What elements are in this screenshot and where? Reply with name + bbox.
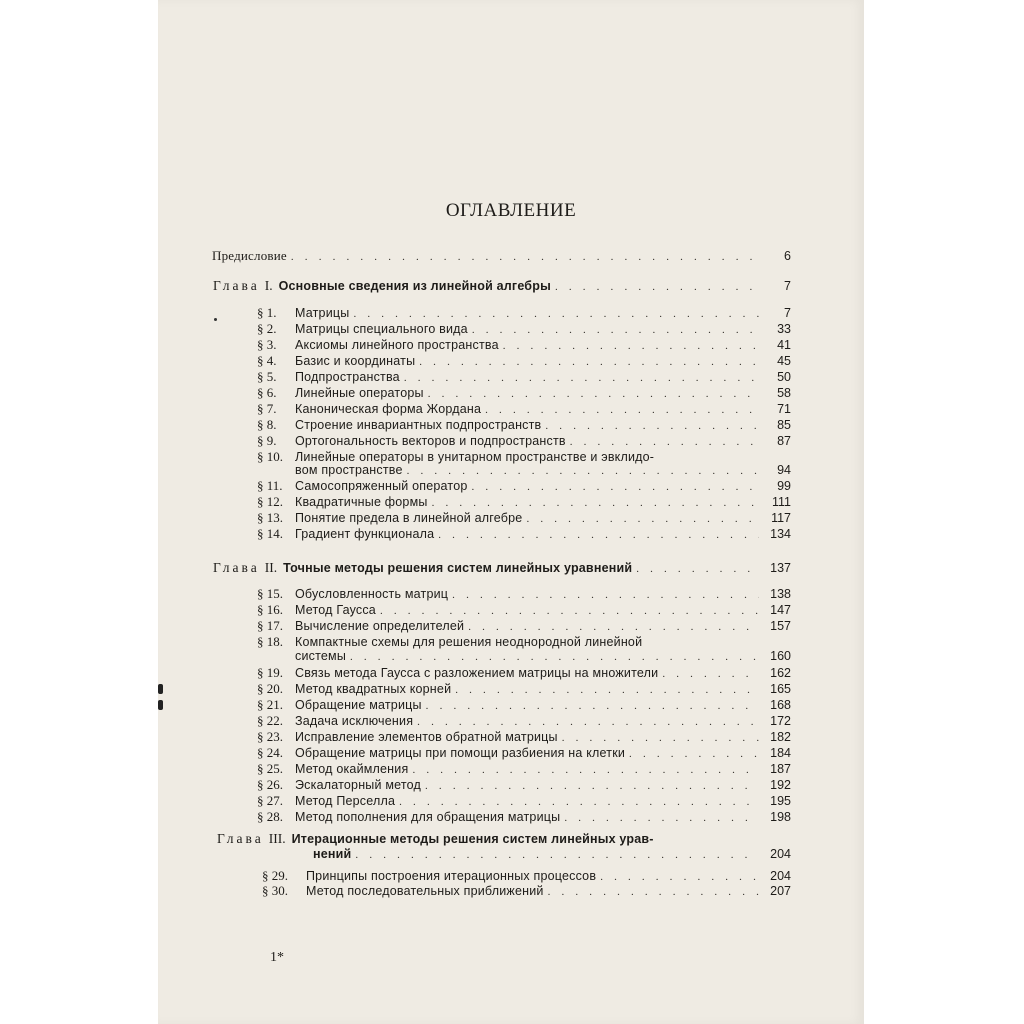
section-title: Линейные операторы в унитарном пространстве и эвклидо- — [295, 450, 655, 464]
toc-section-row — [257, 761, 791, 778]
dot-leader — [291, 250, 759, 265]
dot-leader — [562, 731, 759, 746]
dot-leader — [472, 480, 759, 495]
section-num: 19. — [266, 665, 283, 680]
dot-leader — [548, 885, 759, 900]
toc-section-row — [257, 510, 791, 527]
dot-leader — [412, 763, 759, 778]
section-num: 16. — [266, 602, 283, 617]
section-num: 20. — [266, 681, 283, 696]
section-title: Метод пополнения для обращения матрицы — [295, 810, 561, 824]
page-number: 198 — [770, 810, 791, 824]
section-num: 9. — [266, 433, 277, 448]
section-sign: § — [257, 510, 264, 525]
section-title: Градиент функционала — [295, 527, 435, 541]
section-num: 14. — [266, 526, 283, 541]
toc-section-row — [257, 337, 791, 354]
toc-preface-row — [212, 248, 791, 265]
section-number — [257, 385, 295, 400]
section-title: Понятие предела в линейной алгебре — [295, 511, 523, 525]
section-sign: § — [257, 602, 264, 617]
page-number: 45 — [777, 354, 791, 368]
section-sign: § — [257, 321, 264, 336]
toc-title: ОГЛАВЛЕНИЕ — [445, 200, 577, 221]
toc-section-continuation — [295, 463, 791, 479]
section-title: Строение инвариантных подпространств — [295, 418, 542, 432]
section-number — [257, 681, 295, 696]
toc-section-row — [257, 526, 791, 543]
toc-section-row — [257, 494, 791, 511]
section-number — [257, 433, 295, 448]
chapter-number: II. — [264, 560, 278, 575]
section-number — [262, 883, 306, 898]
section-title: Связь метода Гаусса с разложением матрицы на множители — [295, 666, 659, 680]
chapter-number: III. — [268, 831, 286, 846]
section-number — [257, 449, 295, 464]
page-number: 187 — [770, 762, 791, 776]
section-title: Принципы построения итерационных процессов — [306, 869, 597, 883]
section-title: Обращение матрицы при помощи разбиения на клетки — [295, 746, 626, 760]
toc-section-row — [257, 586, 791, 603]
section-title: Вычисление определителей — [295, 619, 465, 633]
section-sign: § — [257, 761, 264, 776]
section-number — [257, 401, 295, 416]
section-sign: § — [257, 385, 264, 400]
page-number: 138 — [770, 587, 791, 601]
section-title: Метод Перселла — [295, 794, 396, 808]
dot-leader — [399, 795, 759, 810]
section-title: Ортогональность векторов и подпространств — [295, 434, 566, 448]
section-num: 21. — [266, 697, 283, 712]
toc-section-row — [257, 602, 791, 619]
section-title: Базис и координаты — [295, 354, 416, 368]
section-number — [257, 417, 295, 432]
dot-leader — [353, 307, 759, 322]
page-number: 168 — [770, 698, 791, 712]
toc-section-row — [257, 681, 791, 698]
dot-leader — [468, 620, 759, 635]
section-sign: § — [257, 337, 264, 352]
section-num: 23. — [266, 729, 283, 744]
toc-section-row — [257, 305, 791, 322]
toc-section-row — [257, 401, 791, 418]
toc-section-row — [257, 353, 791, 370]
section-number — [257, 761, 295, 776]
toc-section-row — [257, 369, 791, 386]
toc-section-row — [257, 713, 791, 730]
toc-section-row — [257, 478, 791, 495]
section-title-continued: системы — [295, 649, 346, 663]
section-num: 10. — [266, 449, 283, 464]
section-sign: § — [262, 868, 269, 883]
section-num: 27. — [266, 793, 283, 808]
section-number — [257, 526, 295, 541]
page-number: 6 — [784, 249, 791, 263]
signature-mark: 1* — [270, 950, 284, 965]
print-speck — [214, 318, 217, 321]
section-title: Метод квадратных корней — [295, 682, 452, 696]
section-num: 22. — [266, 713, 283, 728]
section-sign: § — [257, 417, 264, 432]
toc-section-row — [257, 618, 791, 635]
toc-section-row — [257, 321, 791, 338]
margin-mark — [158, 700, 163, 710]
section-sign: § — [257, 729, 264, 744]
toc-chapter-row — [213, 278, 791, 295]
section-title: Матрицы специального вида — [295, 322, 468, 336]
dot-leader — [662, 667, 759, 682]
section-title: Обращение матрицы — [295, 698, 422, 712]
page-number: 157 — [770, 619, 791, 633]
section-title: Аксиомы линейного пространства — [295, 338, 499, 352]
section-number — [262, 868, 306, 883]
page-number: 162 — [770, 666, 791, 680]
section-num: 15. — [266, 586, 283, 601]
toc-section-continuation — [295, 649, 791, 665]
section-num: 8. — [266, 417, 277, 432]
toc-section-row — [257, 697, 791, 714]
section-sign: § — [257, 777, 264, 792]
dot-leader — [636, 562, 759, 577]
section-sign: § — [262, 883, 269, 898]
page-number: 94 — [777, 463, 791, 477]
dot-leader — [419, 355, 759, 370]
section-num: 6. — [266, 385, 277, 400]
section-number — [257, 697, 295, 712]
chapter-title: Точные методы решения систем линейных уравнений — [283, 561, 633, 575]
section-title: Подпространства — [295, 370, 400, 384]
toc-section-row — [257, 385, 791, 402]
section-sign: § — [257, 369, 264, 384]
section-title: Задача исключения — [295, 714, 414, 728]
chapter-title: Основные сведения из линейной алгебры — [278, 279, 551, 293]
section-number — [257, 618, 295, 633]
section-number — [257, 478, 295, 493]
page-number: 165 — [770, 682, 791, 696]
page-number: 7 — [784, 306, 791, 320]
section-title: Матрицы — [295, 306, 350, 320]
section-title: Компактные схемы для решения неоднородной линейной — [295, 635, 643, 649]
toc-section-row — [257, 665, 791, 682]
page-number: 137 — [770, 561, 791, 575]
section-num: 13. — [266, 510, 283, 525]
section-title: Метод окаймления — [295, 762, 409, 776]
section-num: 24. — [266, 745, 283, 760]
dot-leader — [426, 699, 759, 714]
page-number: 58 — [777, 386, 791, 400]
section-num: 17. — [266, 618, 283, 633]
toc-chapter-row — [217, 831, 654, 847]
section-number — [257, 321, 295, 336]
toc-section-row — [257, 417, 791, 434]
page-number: 184 — [770, 746, 791, 760]
section-sign: § — [257, 618, 264, 633]
section-num: 7. — [266, 401, 277, 416]
toc-section-row — [257, 793, 791, 810]
section-sign: § — [257, 305, 264, 320]
section-number — [257, 369, 295, 384]
section-number — [257, 809, 295, 824]
toc-chapter-row — [213, 560, 791, 577]
dot-leader — [526, 512, 759, 527]
section-title: Каноническая форма Жордана — [295, 402, 482, 416]
section-number — [257, 494, 295, 509]
section-sign: § — [257, 586, 264, 601]
page-number: 7 — [784, 279, 791, 293]
section-sign: § — [257, 665, 264, 680]
dot-leader — [404, 371, 759, 386]
chapter-label: Глава — [217, 831, 264, 846]
section-sign: § — [257, 634, 264, 649]
page-number: 134 — [770, 527, 791, 541]
section-sign: § — [257, 713, 264, 728]
page-number: 204 — [770, 847, 791, 861]
section-sign: § — [257, 745, 264, 760]
dot-leader — [425, 779, 759, 794]
dot-leader — [438, 528, 759, 543]
chapter-label: Глава — [213, 278, 260, 293]
toc-section-row — [257, 745, 791, 762]
toc-section-row — [257, 777, 791, 794]
section-sign: § — [257, 526, 264, 541]
section-sign: § — [257, 809, 264, 824]
toc-section-row — [262, 883, 791, 900]
section-title: Исправление элементов обратной матрицы — [295, 730, 558, 744]
section-number — [257, 713, 295, 728]
section-num: 11. — [266, 478, 283, 493]
page-number: 195 — [770, 794, 791, 808]
dot-leader — [629, 747, 759, 762]
dot-leader — [407, 464, 759, 479]
section-number — [257, 777, 295, 792]
page-number: 41 — [777, 338, 791, 352]
section-number — [257, 602, 295, 617]
section-title: Эскалаторный метод — [295, 778, 422, 792]
section-number — [257, 745, 295, 760]
dot-leader — [485, 403, 759, 418]
toc-chapter-continuation — [313, 847, 791, 863]
section-sign: § — [257, 494, 264, 509]
section-number — [257, 634, 295, 649]
toc-section-row — [257, 809, 791, 826]
dot-leader — [432, 496, 759, 511]
page-number: 85 — [777, 418, 791, 432]
dot-leader — [564, 811, 759, 826]
section-sign: § — [257, 697, 264, 712]
section-title: Самосопряженный оператор — [295, 479, 468, 493]
section-number — [257, 729, 295, 744]
section-num: 1. — [266, 305, 277, 320]
section-sign: § — [257, 478, 264, 493]
section-title: Квадратичные формы — [295, 495, 428, 509]
page-number: 207 — [770, 884, 791, 898]
dot-leader — [350, 650, 759, 665]
section-number — [257, 510, 295, 525]
toc-section-row — [257, 433, 791, 450]
section-number — [257, 586, 295, 601]
page-number: 204 — [770, 869, 791, 883]
page-number: 99 — [777, 479, 791, 493]
page-number: 182 — [770, 730, 791, 744]
section-num: 3. — [266, 337, 277, 352]
chapter-title-continued: нений — [313, 847, 352, 861]
section-num: 4. — [266, 353, 277, 368]
page-number: 117 — [771, 511, 791, 525]
section-title-continued: вом пространстве — [295, 463, 403, 477]
page-number: 147 — [770, 603, 791, 617]
page-number: 192 — [770, 778, 791, 792]
section-num: 29. — [271, 868, 288, 883]
section-sign: § — [257, 681, 264, 696]
dot-leader — [455, 683, 759, 698]
dot-leader — [417, 715, 759, 730]
page-number: 111 — [771, 495, 791, 509]
section-sign: § — [257, 353, 264, 368]
dot-leader — [570, 435, 759, 450]
chapter-label: Глава — [213, 560, 260, 575]
section-sign: § — [257, 793, 264, 808]
page-number: 33 — [777, 322, 791, 336]
section-num: 18. — [266, 634, 283, 649]
page-number: 87 — [777, 434, 791, 448]
toc-section-row — [257, 729, 791, 746]
page-number: 50 — [777, 370, 791, 384]
section-title: Линейные операторы — [295, 386, 424, 400]
section-num: 30. — [271, 883, 288, 898]
section-sign: § — [257, 449, 264, 464]
section-num: 2. — [266, 321, 277, 336]
section-number — [257, 305, 295, 320]
dot-leader — [355, 848, 759, 863]
section-number — [257, 793, 295, 808]
chapter-title: Итерационные методы решения систем линейных урав- — [291, 832, 654, 846]
preface-title: Предисловие — [212, 248, 287, 263]
margin-mark — [158, 684, 163, 694]
section-num: 5. — [266, 369, 277, 384]
section-sign: § — [257, 401, 264, 416]
page-number: 71 — [777, 402, 791, 416]
section-sign: § — [257, 433, 264, 448]
section-title: Метод последовательных приближений — [306, 884, 544, 898]
section-title: Метод Гаусса — [295, 603, 376, 617]
page-number: 160 — [770, 649, 791, 663]
dot-leader — [452, 588, 759, 603]
section-num: 28. — [266, 809, 283, 824]
dot-leader — [555, 280, 759, 295]
section-num: 26. — [266, 777, 283, 792]
dot-leader — [503, 339, 759, 354]
section-num: 25. — [266, 761, 283, 776]
section-num: 12. — [266, 494, 283, 509]
dot-leader — [380, 604, 759, 619]
dot-leader — [545, 419, 759, 434]
section-number — [257, 337, 295, 352]
dot-leader — [472, 323, 759, 338]
chapter-number: I. — [264, 278, 273, 293]
toc-section-row — [257, 634, 642, 650]
dot-leader — [428, 387, 759, 402]
page-number: 172 — [770, 714, 791, 728]
section-number — [257, 665, 295, 680]
section-title: Обусловленность матриц — [295, 587, 449, 601]
section-number — [257, 353, 295, 368]
